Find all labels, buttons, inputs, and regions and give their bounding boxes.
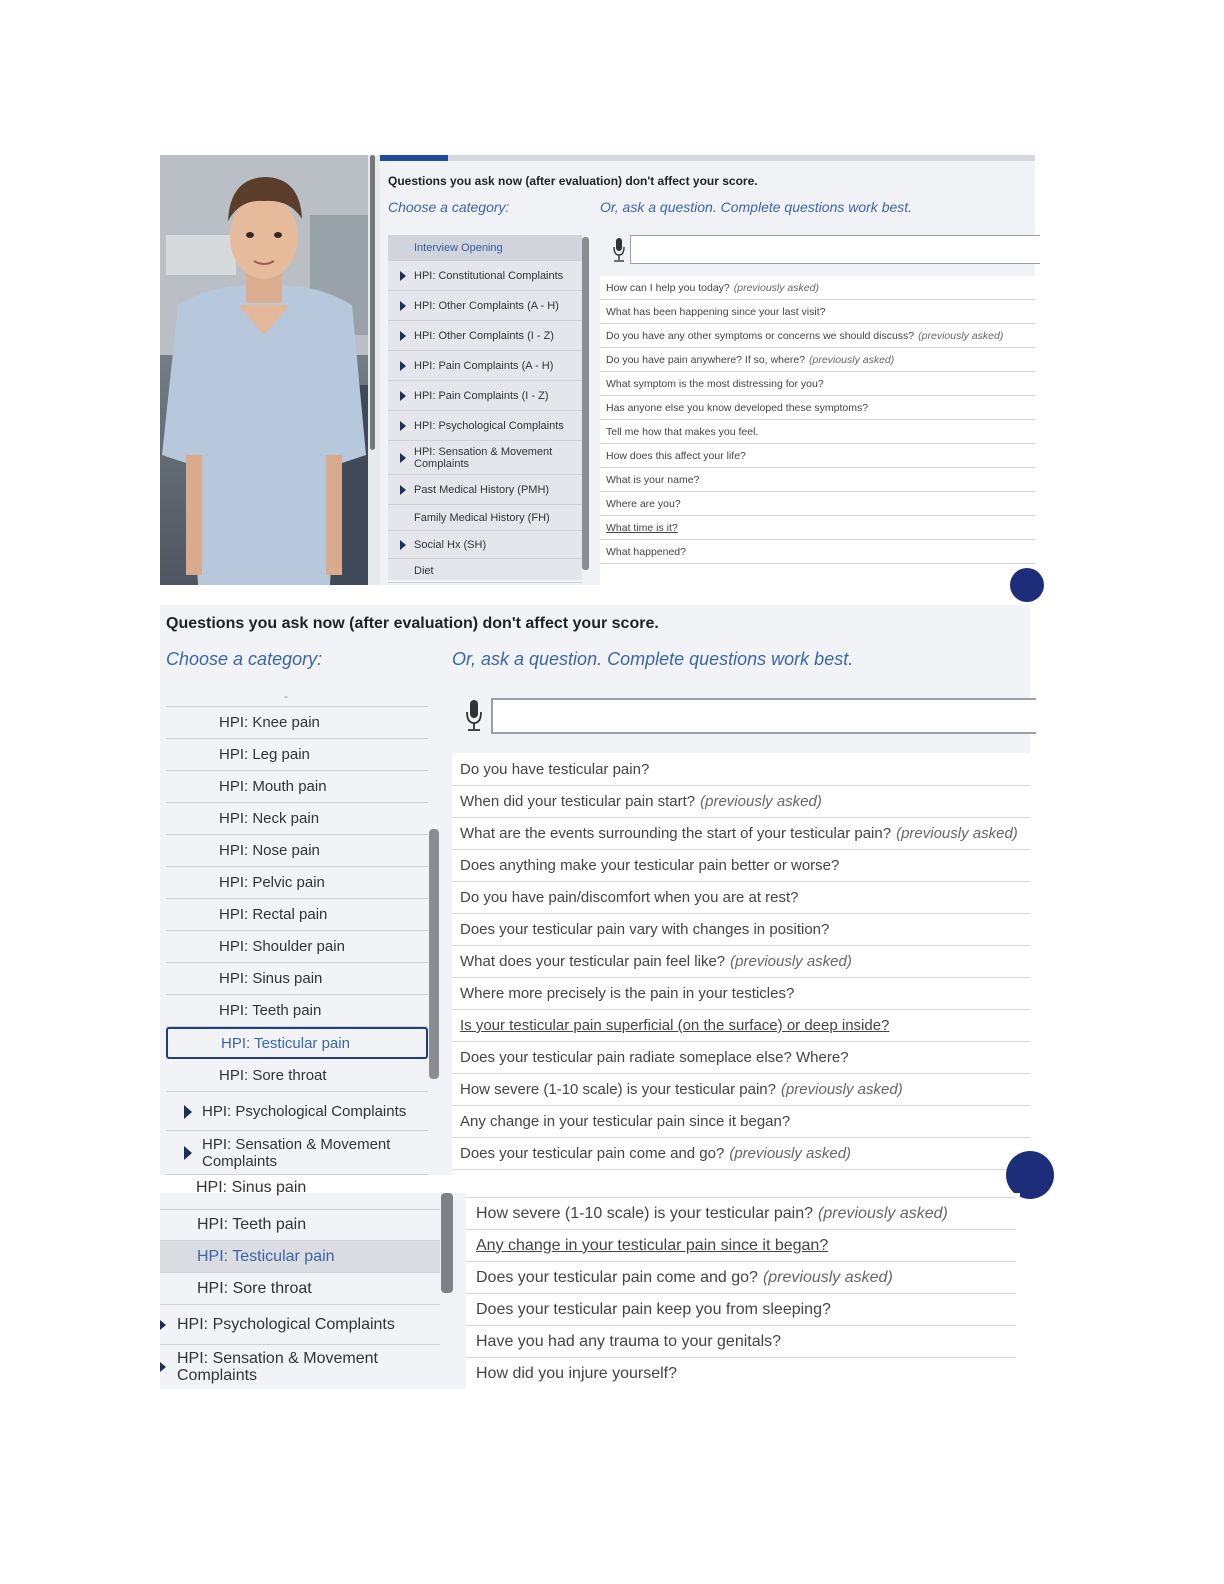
expand-arrow-icon[interactable] (400, 540, 406, 550)
microphone-icon[interactable] (612, 237, 626, 263)
question-input[interactable] (491, 698, 1036, 734)
category-item[interactable] (388, 381, 582, 411)
category-label: HPI: Nose pain (219, 842, 320, 859)
category-label: HPI: Pain Complaints (A - H) (414, 359, 554, 372)
category-item[interactable] (388, 505, 582, 531)
question-item[interactable] (452, 914, 1030, 946)
category-item[interactable] (160, 1345, 440, 1389)
category-item[interactable] (160, 1305, 440, 1345)
category-item[interactable] (388, 321, 582, 351)
expand-arrow-icon[interactable] (184, 1105, 192, 1119)
category-item[interactable] (388, 559, 582, 583)
question-item[interactable] (452, 978, 1030, 1010)
question-text: What is your name? (606, 473, 700, 486)
category-item[interactable] (160, 1209, 440, 1241)
question-item[interactable] (600, 540, 1035, 564)
category-list (388, 235, 582, 580)
expand-arrow-icon[interactable] (184, 1146, 192, 1160)
question-item[interactable] (452, 1074, 1030, 1106)
previously-asked-tag: (previously asked) (918, 329, 1004, 342)
question-item[interactable] (600, 396, 1035, 420)
interview-panel-1 (160, 155, 1035, 585)
question-item[interactable] (452, 850, 1030, 882)
category-item[interactable] (166, 931, 428, 963)
question-item[interactable] (452, 1106, 1030, 1138)
category-item[interactable] (388, 261, 582, 291)
expand-arrow-icon[interactable] (400, 301, 406, 311)
question-item[interactable] (452, 786, 1030, 818)
category-label: Social Hx (SH) (414, 538, 487, 551)
category-prompt: Choose a category: (166, 649, 323, 669)
question-text: How severe (1-10 scale) is your testicular pain? (476, 1204, 814, 1222)
interview-panel-3 (160, 1179, 1020, 1389)
category-label: HPI: Knee pain (219, 714, 320, 731)
category-label: HPI: Teeth pain (219, 1002, 322, 1019)
question-text: What has been happening since your last visit? (606, 305, 826, 318)
category-label: HPI: Pelvic pain (219, 874, 325, 891)
patient-avatar (160, 155, 368, 585)
scroll-marker: - (284, 689, 288, 703)
top-strip (380, 155, 1035, 161)
question-input[interactable] (630, 235, 1040, 264)
category-label: HPI: Sensation & Movement Complaints (177, 1350, 378, 1384)
category-label: HPI: Testicular pain (221, 1034, 350, 1052)
question-item[interactable] (600, 516, 1035, 540)
avatar-scrollbar[interactable] (370, 155, 375, 450)
category-item[interactable] (166, 1093, 428, 1131)
question-prompt: Or, ask a question. Complete questions work best. (452, 649, 854, 669)
category-label: HPI: Pain Complaints (I - Z) (414, 389, 549, 402)
microphone-icon[interactable] (465, 699, 483, 733)
category-label: HPI: Constitutional Complaints (414, 269, 564, 282)
continue-button-corner[interactable] (1006, 1151, 1054, 1199)
category-label: HPI: Psychological Complaints (414, 419, 564, 432)
category-label: HPI: Sensation & Movement Complaints (202, 1135, 391, 1170)
question-text: What happened? (606, 545, 686, 558)
question-text: Has anyone else you know developed these symptoms? (606, 401, 869, 414)
category-label: HPI: Neck pain (219, 810, 320, 827)
question-text: How can I help you today? (606, 281, 730, 294)
category-label: HPI: Rectal pain (219, 906, 328, 923)
question-item[interactable] (600, 492, 1035, 516)
question-item[interactable] (600, 372, 1035, 396)
question-item[interactable] (452, 946, 1030, 978)
expand-arrow-icon[interactable] (400, 361, 406, 371)
category-label: Family Medical History (FH) (414, 511, 550, 524)
question-text: What symptom is the most distressing for you? (606, 377, 824, 390)
previously-asked-tag: (previously asked) (762, 1268, 893, 1286)
question-item[interactable] (600, 444, 1035, 468)
question-item[interactable] (600, 324, 1035, 348)
expand-arrow-icon[interactable] (160, 1320, 166, 1330)
question-text: What time is it? (606, 521, 678, 534)
question-item[interactable] (600, 468, 1035, 492)
category-item[interactable] (160, 1273, 440, 1305)
question-text: Where more precisely is the pain in your testicles? (460, 985, 795, 1002)
category-item[interactable] (166, 963, 428, 995)
question-item[interactable] (600, 420, 1035, 444)
question-text: Any change in your testicular pain since it began? (476, 1236, 829, 1254)
category-label: Past Medical History (PMH) (414, 483, 550, 496)
previously-asked-tag: (previously asked) (818, 1204, 948, 1222)
previously-asked-tag: (previously asked) (729, 1145, 852, 1162)
question-text: How did you injure yourself? (476, 1364, 677, 1382)
category-label: Interview Opening (414, 241, 503, 254)
category-item[interactable] (166, 803, 428, 835)
category-item[interactable] (166, 739, 428, 771)
previously-asked-tag: (previously asked) (733, 281, 819, 294)
category-label: HPI: Mouth pain (219, 778, 327, 795)
continue-button-corner[interactable] (1010, 568, 1044, 602)
question-text: Do you have testicular pain? (460, 760, 650, 778)
question-text: When did your testicular pain start? (460, 793, 696, 810)
category-item[interactable] (388, 291, 582, 321)
question-text: Do you have pain/discomfort when you are at rest? (460, 889, 799, 906)
question-item[interactable] (600, 348, 1035, 372)
category-label: HPI: Psychological Complaints (202, 1103, 407, 1120)
question-item[interactable] (466, 1326, 1016, 1358)
category-item-selected[interactable] (160, 1241, 440, 1273)
category-label-cutoff: HPI: Sinus pain (196, 1179, 307, 1196)
question-item[interactable] (466, 1358, 1016, 1389)
category-item[interactable] (388, 411, 582, 441)
question-text: What are the events surrounding the start of your testicular pain? (460, 825, 892, 842)
question-text: What does your testicular pain feel like? (460, 953, 726, 970)
category-label: HPI: Other Complaints (I - Z) (414, 329, 554, 342)
question-item[interactable] (452, 753, 1030, 786)
previously-asked-tag: (previously asked) (780, 1081, 903, 1098)
question-text: How does this affect your life? (606, 449, 746, 462)
question-list (600, 276, 1035, 585)
question-item[interactable] (452, 1138, 1030, 1170)
question-item[interactable] (466, 1294, 1016, 1326)
question-text: Does your testicular pain vary with changes in position? (460, 921, 830, 938)
question-text: Any change in your testicular pain since it began? (460, 1113, 791, 1130)
category-item[interactable] (166, 707, 428, 739)
category-item[interactable] (388, 475, 582, 505)
previously-asked-tag: (previously asked) (730, 953, 852, 970)
category-item[interactable] (166, 1060, 428, 1092)
previously-asked-tag: (previously asked) (700, 793, 822, 810)
category-label: HPI: Psychological Complaints (177, 1315, 395, 1333)
question-text: Do you have pain anywhere? If so, where? (606, 353, 806, 366)
question-list (452, 753, 1030, 1175)
expand-arrow-icon[interactable] (160, 1362, 166, 1372)
category-scrollbar[interactable] (582, 237, 589, 570)
category-item[interactable] (166, 1131, 428, 1175)
category-scrollbar[interactable] (429, 829, 439, 1079)
question-prompt: Or, ask a question. Complete questions work best. (600, 199, 913, 215)
category-list (160, 1179, 466, 1389)
expand-arrow-icon[interactable] (400, 485, 406, 495)
category-label: HPI: Sore throat (197, 1279, 312, 1297)
expand-arrow-icon[interactable] (400, 453, 406, 463)
expand-arrow-icon[interactable] (400, 331, 406, 341)
question-text: Does your testicular pain come and go? (476, 1268, 758, 1286)
category-item[interactable] (166, 995, 428, 1027)
question-item[interactable] (600, 276, 1035, 300)
category-item[interactable] (166, 899, 428, 931)
question-item[interactable] (452, 818, 1030, 850)
category-label: HPI: Sensation & Movement Complaints (414, 445, 553, 470)
category-item-selected[interactable] (166, 1027, 428, 1059)
category-item[interactable] (166, 835, 428, 867)
question-item[interactable] (466, 1262, 1016, 1294)
question-text: Is your testicular pain superficial (on the surface) or deep inside? (460, 1017, 890, 1034)
question-text: Does your testicular pain radiate someplace else? Where? (460, 1049, 849, 1066)
category-label: HPI: Other Complaints (A - H) (414, 299, 559, 312)
question-item[interactable] (466, 1230, 1016, 1262)
question-area (380, 155, 1035, 585)
question-text: Does your testicular pain keep you from sleeping? (476, 1300, 831, 1318)
category-item[interactable] (388, 351, 582, 381)
question-text: Tell me how that makes you feel. (606, 425, 759, 438)
category-label: HPI: Leg pain (219, 746, 310, 763)
question-item[interactable] (600, 300, 1035, 324)
expand-arrow-icon[interactable] (400, 391, 406, 401)
notice-text: Questions you ask now (after evaluation) don't affect your score. (388, 174, 758, 188)
previously-asked-tag: (previously asked) (896, 825, 1018, 842)
expand-arrow-icon[interactable] (400, 421, 406, 431)
category-item[interactable] (166, 771, 428, 803)
category-label: HPI: Testicular pain (197, 1247, 335, 1265)
active-tab-indicator[interactable] (380, 155, 448, 161)
question-text: Does your testicular pain come and go? (460, 1145, 725, 1162)
category-prompt: Choose a category: (388, 199, 510, 215)
category-label: HPI: Teeth pain (197, 1216, 307, 1233)
expand-arrow-icon[interactable] (400, 271, 406, 281)
question-item[interactable] (452, 1010, 1030, 1042)
category-item[interactable] (388, 441, 582, 475)
category-item[interactable] (166, 867, 428, 899)
category-label: HPI: Sore throat (219, 1067, 327, 1084)
question-text: Does anything make your testicular pain better or worse? (460, 857, 840, 874)
category-item[interactable] (388, 235, 582, 261)
question-item[interactable] (452, 1042, 1030, 1074)
category-scrollbar[interactable] (441, 1193, 453, 1293)
question-text: Do you have any other symptoms or concerns we should discuss? (606, 329, 915, 342)
category-label: HPI: Sinus pain (219, 970, 323, 987)
category-label: HPI: Shoulder pain (219, 938, 345, 955)
notice-text: Questions you ask now (after evaluation) don't affect your score. (166, 615, 659, 632)
interview-panel-2 (160, 605, 1030, 1175)
previously-asked-tag: (previously asked) (809, 353, 895, 366)
category-item[interactable] (388, 531, 582, 559)
question-item[interactable] (466, 1198, 1016, 1230)
question-item[interactable] (452, 882, 1030, 914)
category-label: Diet (414, 564, 434, 577)
question-text: How severe (1-10 scale) is your testicular pain? (460, 1081, 776, 1098)
question-text: Have you had any trauma to your genitals? (476, 1332, 782, 1350)
question-text: Where are you? (606, 497, 681, 510)
